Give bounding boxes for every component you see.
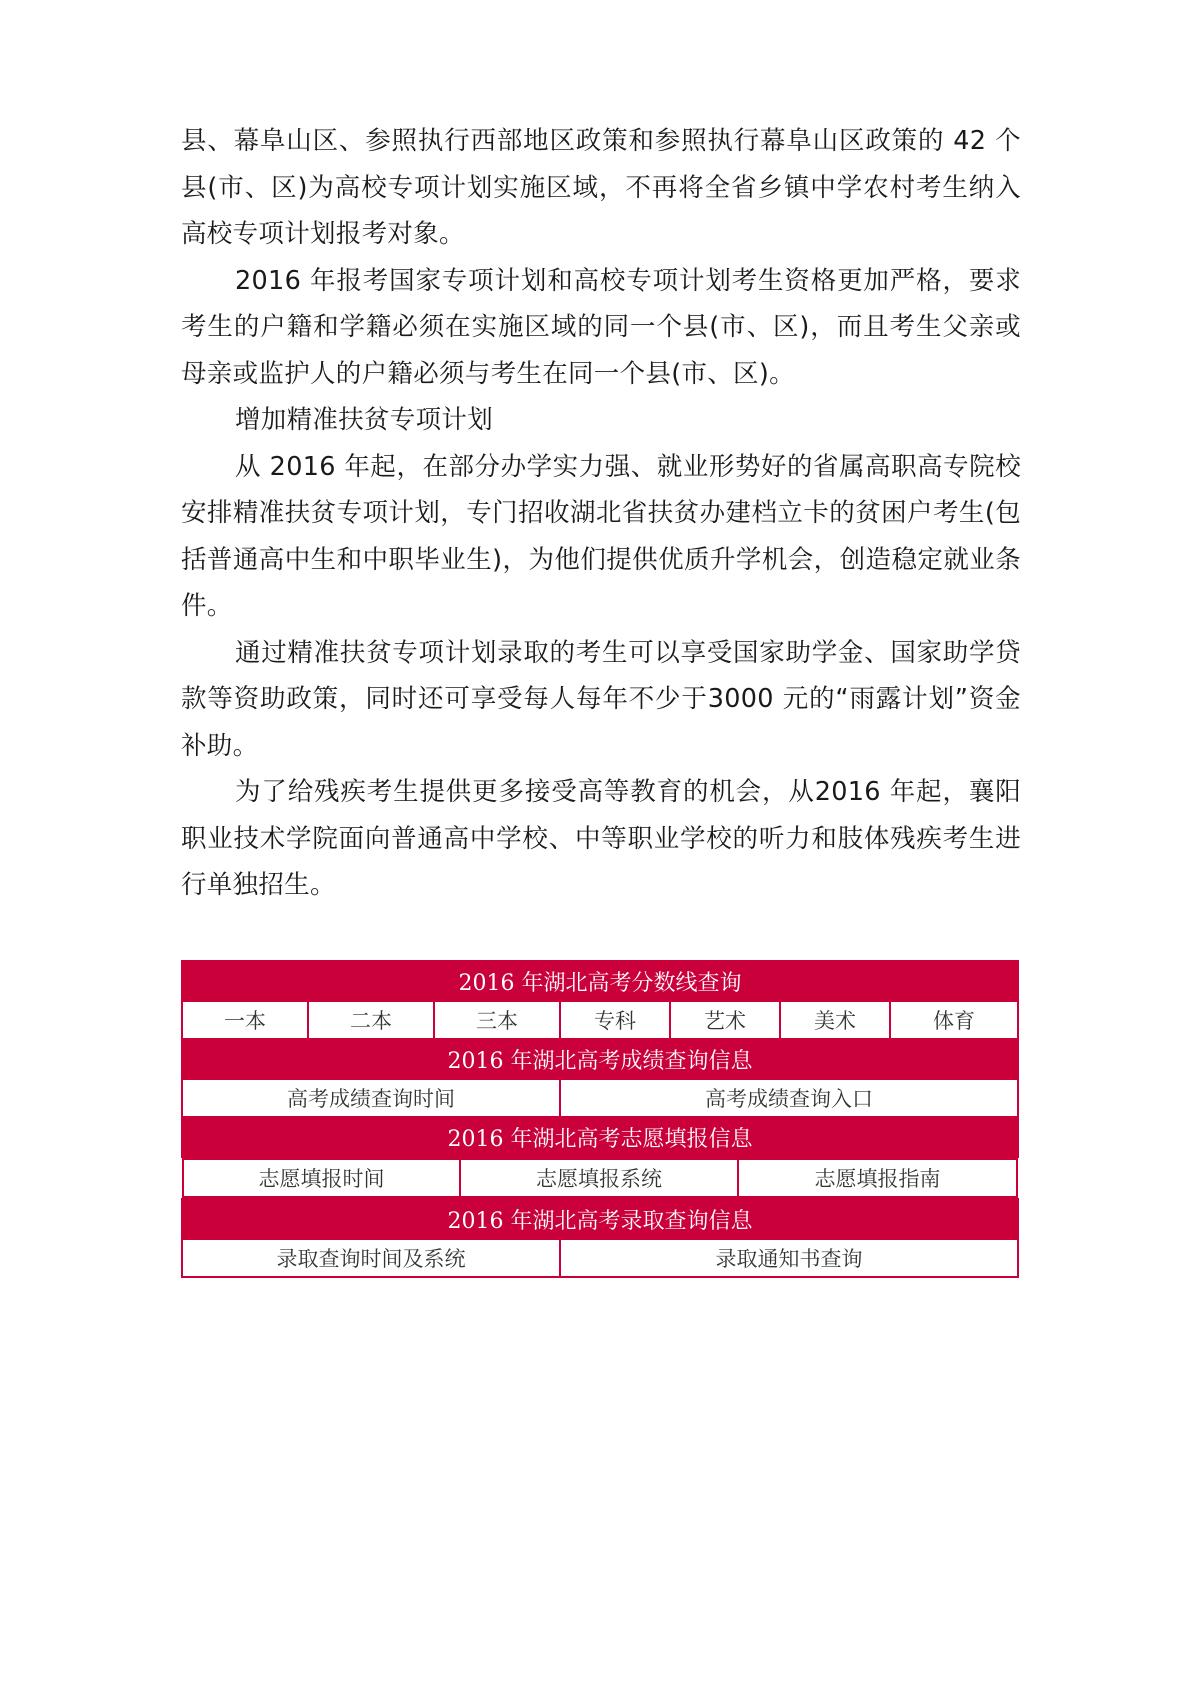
result-query-header: 2016 年湖北高考成绩查询信息 [182, 1039, 1018, 1079]
admission-time-system-link[interactable]: 录取查询时间及系统 [182, 1239, 560, 1277]
volunteer-system-link[interactable]: 志愿填报系统 [460, 1159, 738, 1197]
score-line-header: 2016 年湖北高考分数线查询 [182, 961, 1018, 1001]
volunteer-time-link[interactable]: 志愿填报时间 [183, 1159, 460, 1197]
score-link-sanben[interactable]: 三本 [434, 1001, 560, 1039]
volunteer-guide-link[interactable]: 志愿填报指南 [738, 1159, 1017, 1197]
score-link-yishu[interactable]: 艺术 [670, 1001, 780, 1039]
score-link-tiyu[interactable]: 体育 [890, 1001, 1018, 1039]
paragraph-6: 为了给残疾考生提供更多接受高等教育的机会，从2016 年起，襄阳职业技术学院面向普通高中学校、中等职业学校的听力和肢体残疾考生进行单独招生。 [181, 777, 1021, 900]
paragraph-2: 2016 年报考国家专项计划和高校专项计划考生资格更加严格，要求考生的户籍和学籍必须在实施区域的同一个县(市、区)，而且考生父亲或母亲或监护人的户籍必须与考生在同一个县(市、区)。 [181, 265, 1021, 389]
paragraph-4: 从 2016 年起，在部分办学实力强、就业形势好的省属高职高专院校安排精准扶贫专项计划，专门招收湖北省扶贫办建档立卡的贫困户考生(包括普通高中生和中职毕业生)，为他们提供优质升学机会，创造稳定就业条件。 [181, 451, 1021, 621]
gaokao-info-table [181, 960, 1019, 1278]
score-link-yiben[interactable]: 一本 [182, 1001, 308, 1039]
score-link-erben[interactable]: 二本 [308, 1001, 434, 1039]
admission-query-header: 2016 年湖北高考录取查询信息 [182, 1199, 1018, 1239]
volunteer-row [182, 1157, 1018, 1199]
result-query-entry-link[interactable]: 高考成绩查询入口 [560, 1079, 1018, 1117]
score-link-meishu[interactable]: 美术 [780, 1001, 890, 1039]
paragraph-1: 县、幕阜山区、参照执行西部地区政策和参照执行幕阜山区政策的 42 个县(市、区)为高校专项计划实施区域，不再将全省乡镇中学农村考生纳入高校专项计划报考对象。 [181, 126, 1021, 249]
score-link-zhuanke[interactable]: 专科 [560, 1001, 670, 1039]
paragraph-3-heading: 增加精准扶贫专项计划 [235, 405, 494, 435]
volunteer-header: 2016 年湖北高考志愿填报信息 [182, 1117, 1018, 1157]
article-body [181, 118, 1021, 909]
paragraph-5: 通过精准扶贫专项计划录取的考生可以享受国家助学金、国家助学贷款等资助政策，同时还可享受每人每年不少于3000 元的“雨露计划”资金补助。 [181, 637, 1021, 761]
admission-notice-query-link[interactable]: 录取通知书查询 [560, 1239, 1018, 1277]
result-query-time-link[interactable]: 高考成绩查询时间 [182, 1079, 560, 1117]
